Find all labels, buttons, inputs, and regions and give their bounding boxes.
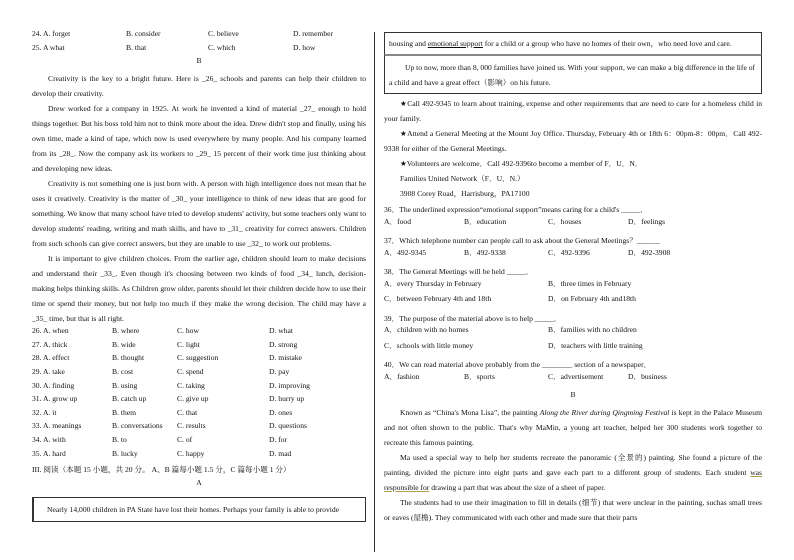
org-address: 3908 Corey Road，Harrisburg，PA17100 — [400, 189, 530, 198]
section-b-heading-right: B — [570, 390, 576, 399]
reading-questions — [384, 202, 762, 388]
option-b: B. where — [112, 326, 140, 336]
ad-housing-text: housing and emotional support for a child or a group who have no homes of their own，who need love and care. — [389, 39, 732, 48]
answer-option: C．advertisement — [548, 371, 604, 381]
option-c: C. taking — [177, 380, 205, 390]
answer-option: B．492-9338 — [464, 247, 506, 257]
left-column — [32, 30, 366, 522]
passage-b-paragraph-2: Ma used a special way to help her students recreate the panoramic (全景的) painting. She found a picture of the painting, divided the picture into eight parts and gave each part to a different group of students. Each student was responsible for drawing a part that was about the size of a sheet of paper. — [384, 453, 762, 492]
option-a: 33. A. meanings — [32, 421, 82, 431]
cloze-option-row — [32, 422, 366, 436]
question-options — [384, 280, 762, 296]
option-a: 25. A what — [32, 42, 65, 52]
question-stem: 38．The General Meetings will be held _____． — [384, 267, 534, 276]
underlined-was-responsible-for: was responsible for — [384, 468, 762, 492]
option-d: D. questions — [269, 421, 307, 431]
cloze-option-row — [32, 327, 366, 341]
option-d: D. how — [293, 42, 316, 52]
right-column — [384, 30, 762, 525]
option-b: B. consider — [126, 29, 161, 38]
answer-option: D．492-3908 — [628, 247, 671, 257]
cloze-option-row — [32, 409, 366, 423]
answer-option: A．fashion — [384, 371, 420, 381]
ad-box-families — [384, 54, 762, 94]
option-a: 32. A. it — [32, 407, 57, 417]
question-24-options — [32, 30, 366, 44]
cloze-option-row — [32, 382, 366, 396]
option-d: D. for — [269, 434, 288, 444]
answer-option: A．every Thursday in February — [384, 278, 482, 288]
cloze-option-row — [32, 368, 366, 382]
answer-option: D．business — [628, 371, 667, 381]
option-a: 30. A. finding — [32, 380, 75, 390]
cloze-options-list — [32, 327, 366, 463]
answer-option: A．492-9345 — [384, 247, 427, 257]
bullet-volunteers: ★Volunteers are welcome．Call 492-9396to become a member of F．U．N． — [400, 159, 643, 168]
option-d: D. improving — [269, 380, 310, 390]
answer-option: C．between February 4th and 18th — [384, 294, 492, 303]
column-divider — [374, 32, 375, 552]
passage-paragraph: It is important to give children choices. From the earlier age, children should learn to make decisions and understand their _33_. Even though it's choosing between two kinds of food _34_ lunch, decision-making helps thinking skills. As Children grow older, parents should let their children decide how to use their time or spend their money, but not help too much if they make the wrong decision. The child may have a _35_ time, but that is all right. — [32, 254, 366, 324]
section-iii-heading: III. 阅读（本题 15 小题，共 20 分。 A、B 篇每小题 1.5 分，C 篇每小题 1 分） — [32, 465, 291, 475]
option-d: D. strong — [269, 339, 298, 349]
ad-intro-text: Nearly 14,000 children in PA State have lost their homes. Perhaps your family is able to provide — [47, 505, 340, 515]
option-a: 27. A. thick — [32, 339, 68, 349]
option-d: D. what — [269, 326, 294, 336]
option-a: 34. A. with — [32, 434, 66, 444]
answer-option: C．schools with little money — [384, 340, 474, 350]
option-c: C. give up — [177, 394, 209, 404]
option-b: B. that — [126, 42, 147, 52]
ad-families-text: Up to now, more than 8, 000 families have joined us. With your support, we can make a big difference in the life of a child and have a great effect（影响）on his future. — [389, 63, 756, 87]
answer-option: B．three times in February — [548, 278, 632, 288]
question-stem: 40．We can read material above probably from the ________ section of a newspaper． — [384, 360, 652, 369]
option-a: 31. A. grow up — [32, 394, 78, 404]
cloze-option-row — [32, 395, 366, 409]
option-a: 28. A. effect — [32, 353, 70, 363]
bullet-general-meeting: ★Attend a General Meeting at the Mount Joy Office. Thursday, February 4th or 18th 6：00pm-8：00pm．Call 492-9338 for either of the General Meetings. — [384, 129, 762, 153]
option-d: D. mad — [269, 448, 292, 458]
option-c: C. believe — [208, 29, 239, 38]
question-options — [384, 249, 762, 265]
option-c: C. how — [177, 326, 199, 336]
option-a: 26. A. when — [32, 326, 69, 336]
option-b: B. catch up — [112, 394, 147, 404]
option-c: C. spend — [177, 366, 204, 376]
question-options — [384, 218, 762, 234]
question-options — [384, 373, 762, 389]
option-c: C. light — [177, 339, 200, 349]
option-d: D. hurry up — [269, 394, 305, 404]
option-c: C. of — [177, 434, 193, 444]
question-options — [384, 295, 762, 311]
answer-option: A．children with no homes — [384, 325, 469, 334]
option-b: B. to — [112, 434, 127, 444]
bullet-call-training: ★Call 492-9345 to learn about training, expense and other requirements that are need to care for a homeless child in your family. — [384, 99, 762, 123]
answer-option: B．families with no children — [548, 325, 637, 334]
option-a: 29. A. take — [32, 366, 65, 376]
cloze-option-row — [32, 341, 366, 355]
answer-option: A．food — [384, 216, 411, 226]
passage-paragraph: Creativity is the key to a bright future. Here is _26_ schools and parents can help their children to develop their creativity. — [32, 74, 366, 99]
underlined-emotional-support: emotional support — [427, 39, 483, 48]
passage-paragraph: Creativity is not something one is just born with. A person with high intelligence does not mean that he uses it creatively. Creativity is the matter of _30_ your intelligence to think of new ideas that are good for something. We know that many school have tried to develop students' activity, but some teachers only want to develop students' reading, writing and math skills, and have to _31_ creativity for correct answers. Children from such schools can give correct answers, but they are unable to use _32_ to work out problems. — [32, 179, 366, 249]
option-b: B. using — [112, 380, 138, 390]
answer-option: D．teachers with little training — [548, 340, 643, 350]
option-a: 35. A. hard — [32, 448, 66, 458]
section-a-heading: A — [196, 478, 202, 488]
question-stem: 37．Which telephone number can people call to ask about the General Meetings？______ — [384, 236, 660, 245]
painting-title: Along the River during Qingming Festival — [539, 408, 670, 417]
answer-option: B．sports — [464, 371, 495, 381]
option-c: C. results — [177, 421, 206, 431]
option-b: B. wide — [112, 339, 136, 349]
org-name: Families United Network（F．U．N.） — [400, 174, 525, 183]
answer-option: C．houses — [548, 216, 582, 226]
cloze-option-row — [32, 450, 366, 464]
ad-box-housing — [384, 32, 762, 54]
question-options — [384, 342, 762, 358]
ad-box-intro — [32, 497, 366, 522]
question-stem: 36．The underlined expression“emotional support”means caring for a child's _____． — [384, 205, 648, 214]
option-d: D. mistake — [269, 353, 302, 363]
question-options — [384, 326, 762, 342]
answer-option: C．492-9396 — [548, 247, 590, 257]
question-25-options — [32, 44, 366, 58]
option-c: C. suggestion — [177, 353, 219, 363]
option-c: C. that — [177, 407, 198, 417]
answer-option: B．education — [464, 216, 507, 226]
option-d: D. ones — [269, 407, 293, 417]
option-b: B. them — [112, 407, 137, 417]
cloze-option-row — [32, 354, 366, 368]
option-d: D. pay — [269, 366, 290, 376]
option-a: 24. A. forget — [32, 29, 71, 38]
option-b: B. cost — [112, 366, 134, 376]
answer-option: D．on February 4th and18th — [548, 294, 636, 303]
passage-b-paragraph-3: The students had to use their imagination to fill in details (细节) that were unclear in the painting, suchas small trees or eaves (屋檐). They communicated with each other and made sure that their parts — [384, 498, 762, 522]
cloze-option-row — [32, 436, 366, 450]
passage-paragraph: Drew worked for a company in 1925. At work he invented a kind of material _27_ enough to hold things together. But his boss told him not to think more about the idea. Drew didn't stop and finally, using his own time, made a kind of tape, which now is used everywhere by many people. And his company learned from its _28_. Now the company ask its workers to _29_ 15 percent of their work time just thinking about and developing new ideas. — [32, 104, 366, 174]
passage-b-paragraph-1: Known as “China's Mona Lisa”, the painting Along the River during Qingming Festival is kept in the Palace Museum and not often shown to the public. That's why MaMin, a young art teacher, helped her 300 students work together to recreate this famous painting. — [384, 408, 762, 447]
option-b: B. conversations — [112, 421, 163, 431]
option-c: C. happy — [177, 448, 205, 458]
answer-option: D．feelings — [628, 216, 666, 226]
option-b: B. thought — [112, 353, 145, 363]
option-c: C. which — [208, 42, 236, 52]
section-b-heading: B — [196, 56, 202, 66]
option-b: B. lucky — [112, 448, 138, 458]
option-d: D. remember — [293, 29, 334, 38]
question-stem: 39．The purpose of the material above is to help _____． — [384, 313, 562, 323]
